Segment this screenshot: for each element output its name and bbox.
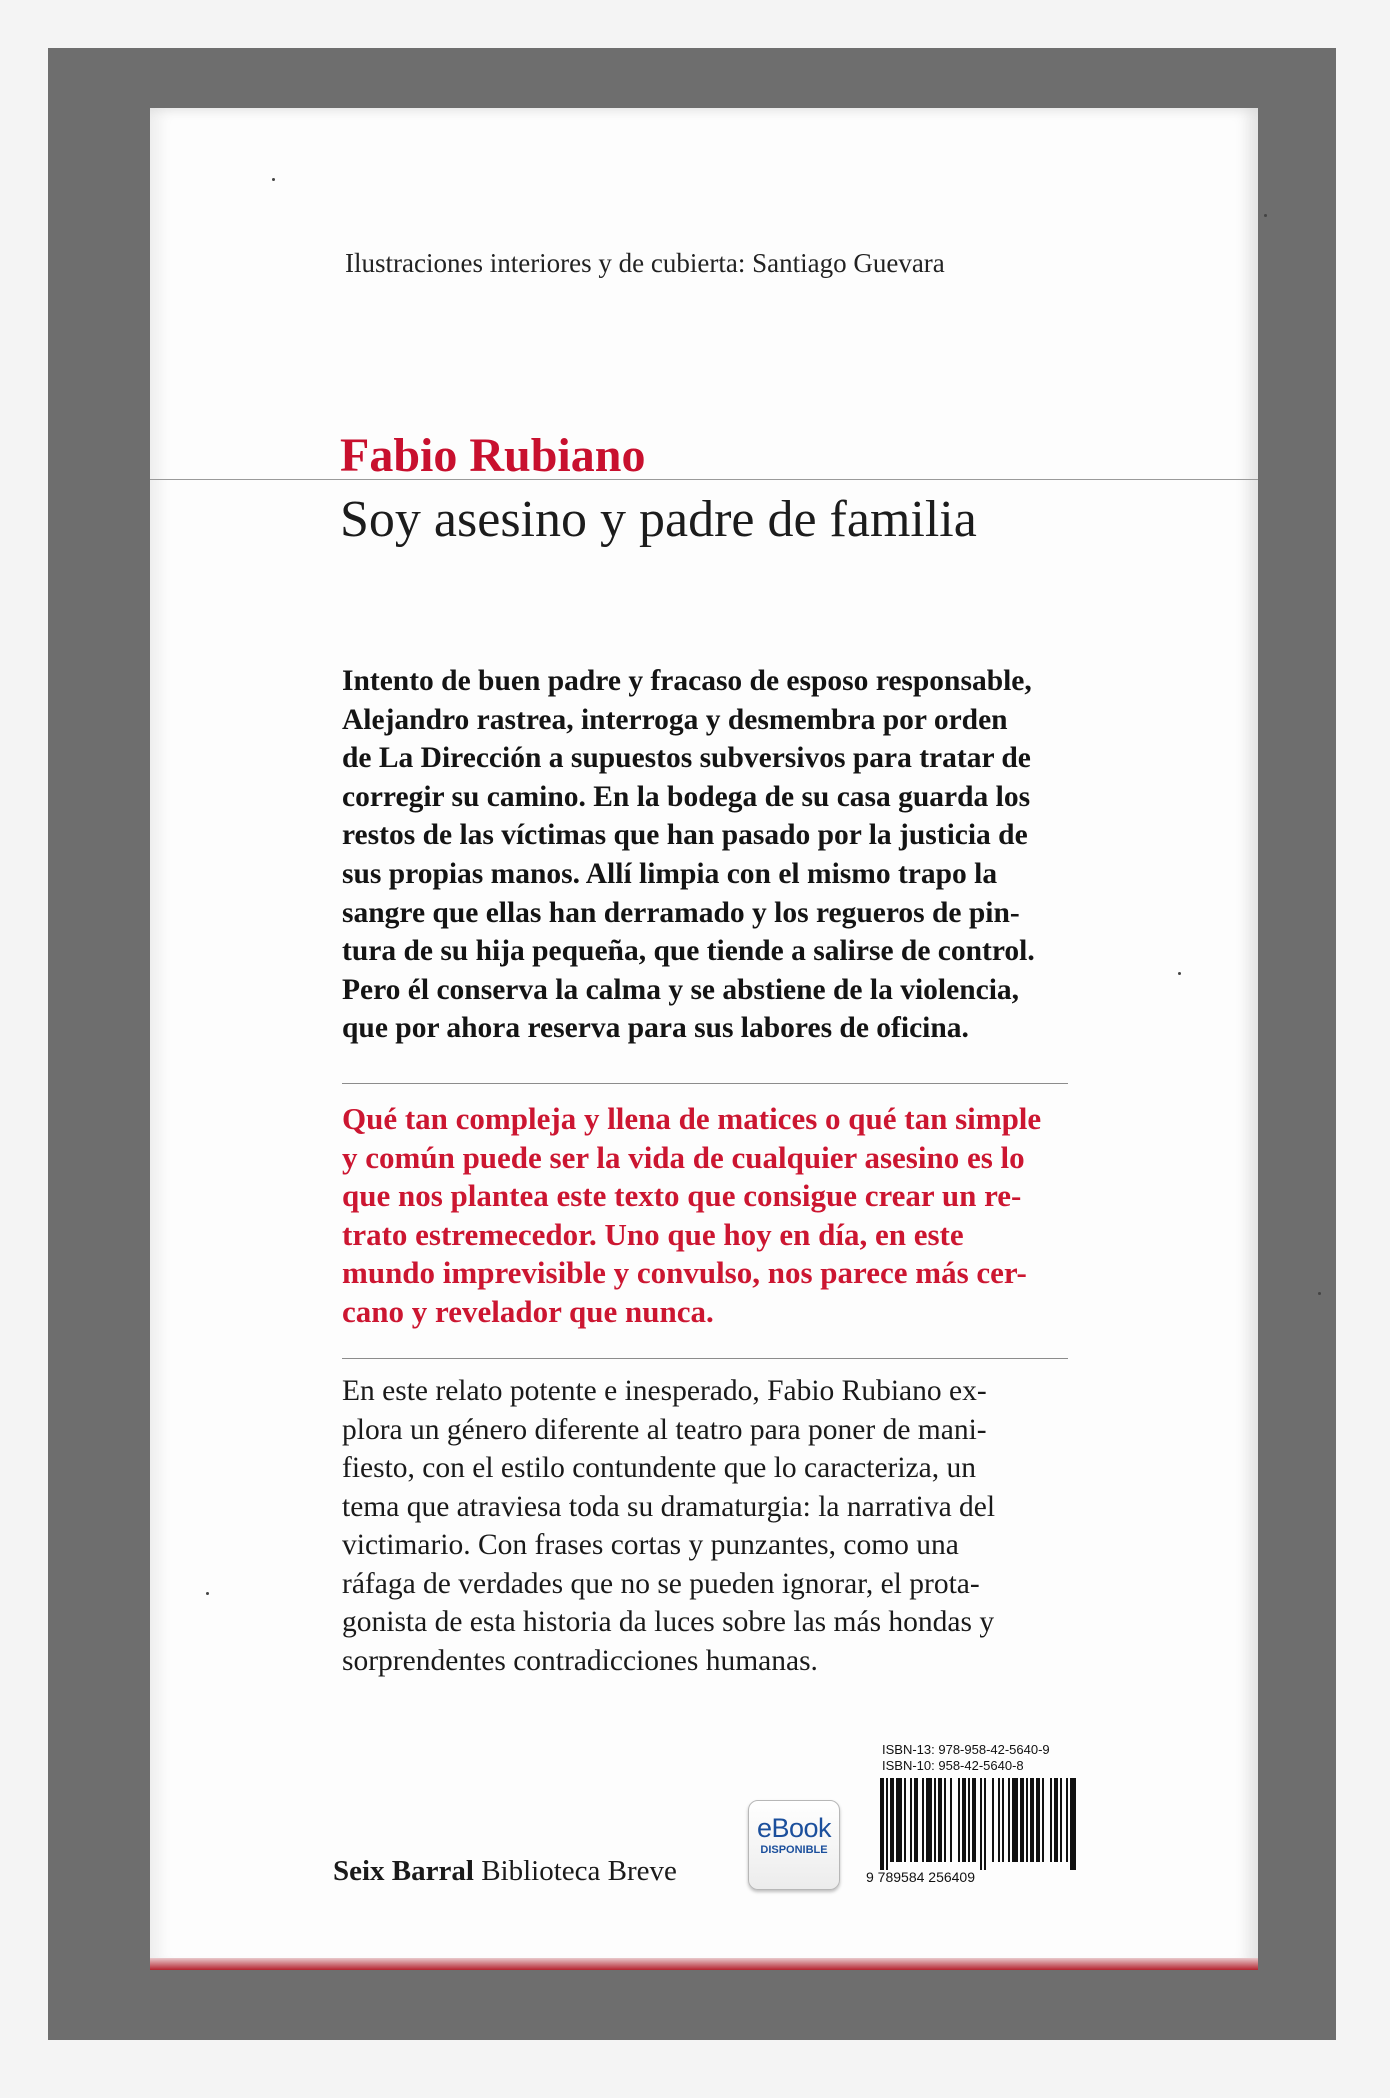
isbn-13: ISBN-13: 978-958-42-5640-9	[882, 1742, 1050, 1757]
illustration-credits: Ilustraciones interiores y de cubierta: Santiago Guevara	[345, 248, 945, 278]
ebook-label: eBook	[756, 1813, 832, 1843]
about-line: tema que atraviesa toda su dramaturgia: la narrativa del	[342, 1490, 996, 1523]
barcode-bar	[1050, 1778, 1052, 1862]
barcode-graphic	[866, 1778, 1076, 1886]
about-line: fiesto, con el estilo contundente que lo caracteriza, un	[342, 1452, 976, 1484]
synopsis-line: sus propias manos. Allí limpia con el mismo trapo la	[342, 857, 998, 890]
barcode-bar	[980, 1778, 982, 1870]
barcode-bar	[1070, 1778, 1076, 1870]
quote-line: mundo imprevisible y convulso, nos parece más cer-	[342, 1255, 1027, 1291]
book-title: Soy asesino y padre de familia	[340, 491, 977, 548]
barcode-bar	[1054, 1778, 1058, 1862]
barcode-bar	[910, 1778, 912, 1862]
barcode-bar	[1042, 1778, 1044, 1862]
divider-bottom	[342, 1358, 1068, 1359]
cover-bottom-edge	[150, 1958, 1258, 1970]
barcode-bar	[1008, 1778, 1010, 1862]
barcode-bar	[880, 1778, 884, 1870]
barcode-bar	[972, 1778, 976, 1862]
synopsis-line: sangre que ellas han derramado y los regueros de pin-	[342, 896, 1020, 929]
publisher-series: Biblioteca Breve	[481, 1855, 677, 1887]
publisher-imprint	[333, 1855, 677, 1888]
about-line: En este relato potente e inesperado, Fabio Rubiano ex-	[342, 1375, 987, 1407]
barcode-bar	[984, 1778, 986, 1870]
barcode-bar	[896, 1778, 902, 1862]
barcode-bar	[914, 1778, 918, 1862]
barcode-bar	[922, 1778, 924, 1862]
publisher-name: Seix Barral	[333, 1855, 474, 1887]
divider-top	[342, 1083, 1068, 1084]
barcode-bar	[886, 1778, 888, 1870]
barcode-bar	[962, 1778, 966, 1862]
quote-line: Qué tan compleja y llena de matices o qué tan simple	[342, 1101, 1042, 1136]
barcode-bar	[998, 1778, 1000, 1862]
highlight-quote	[342, 1100, 1070, 1332]
about-line: ráfaga de verdades que no se pueden ignorar, el prota-	[342, 1567, 980, 1600]
about-line: plora un género diferente al teatro para poner de mani-	[342, 1413, 987, 1446]
barcode-bar	[1026, 1778, 1028, 1862]
ebook-badge	[748, 1800, 840, 1890]
synopsis-line: de La Dirección a supuestos subversivos para tratar de	[342, 742, 1031, 775]
barcode-bar	[1020, 1778, 1024, 1862]
barcode-bar	[1066, 1778, 1068, 1862]
synopsis-line: Intento de buen padre y fracaso de esposo responsable,	[342, 665, 1032, 697]
scan-speck	[1178, 972, 1181, 975]
barcode-bar	[1030, 1778, 1034, 1862]
barcode-bar	[944, 1778, 946, 1862]
synopsis-line: Alejandro rastrea, interroga y desmembra por orden	[342, 703, 1008, 736]
synopsis-line: tura de su hija pequeña, que tiende a salirse de control.	[342, 935, 1035, 968]
barcode-bar	[1012, 1778, 1018, 1862]
barcode-bar	[904, 1778, 906, 1862]
barcode-bar	[950, 1778, 952, 1862]
barcode-bar	[926, 1778, 932, 1862]
quote-line: que nos plantea este texto que consigue crear un re-	[342, 1178, 1022, 1214]
ebook-sublabel: DISPONIBLE	[760, 1844, 828, 1856]
quote-line: cano y revelador que nunca.	[342, 1293, 714, 1329]
flap-fold-line	[150, 479, 1258, 480]
barcode-bar	[890, 1778, 894, 1862]
isbn-block	[882, 1742, 1050, 1774]
barcode-bar	[934, 1778, 936, 1862]
synopsis-paragraph	[342, 662, 1070, 1048]
isbn-10: ISBN-10: 958-42-5640-8	[882, 1758, 1024, 1773]
barcode-digits: 9 789584 256409	[866, 1869, 975, 1885]
about-paragraph	[342, 1372, 1070, 1680]
scan-speck	[1318, 1292, 1321, 1295]
barcode-bar	[968, 1778, 970, 1862]
barcode-bar	[1036, 1778, 1040, 1862]
quote-line: y común puede ser la vida de cualquier asesino es lo	[342, 1139, 1025, 1175]
barcode	[866, 1778, 1076, 1886]
quote-line: trato estremecedor. Uno que hoy en día, en este	[342, 1216, 964, 1252]
synopsis-line: Pero él conserva la calma y se abstiene de la violencia,	[342, 973, 1020, 1006]
about-line: victimario. Con frases cortas y punzantes, como una	[342, 1529, 959, 1561]
barcode-bar	[938, 1778, 942, 1862]
about-line: gonista de esta historia da luces sobre las más hondas y	[342, 1606, 995, 1638]
author-name: Fabio Rubiano	[340, 429, 646, 482]
synopsis-line: corregir su camino. En la bodega de su casa guarda los	[342, 780, 1031, 813]
synopsis-line: restos de las víctimas que han pasado por la justicia de	[342, 819, 1028, 852]
about-line: sorprendentes contradicciones humanas.	[342, 1644, 818, 1677]
scan-speck	[1264, 214, 1267, 217]
barcode-bar	[1060, 1778, 1062, 1862]
scan-speck	[206, 1592, 209, 1595]
barcode-bar	[992, 1778, 994, 1862]
barcode-bar	[958, 1778, 960, 1862]
scan-speck	[272, 178, 275, 181]
barcode-bar	[1002, 1778, 1004, 1862]
synopsis-line: que por ahora reserva para sus labores de oficina.	[342, 1012, 969, 1045]
